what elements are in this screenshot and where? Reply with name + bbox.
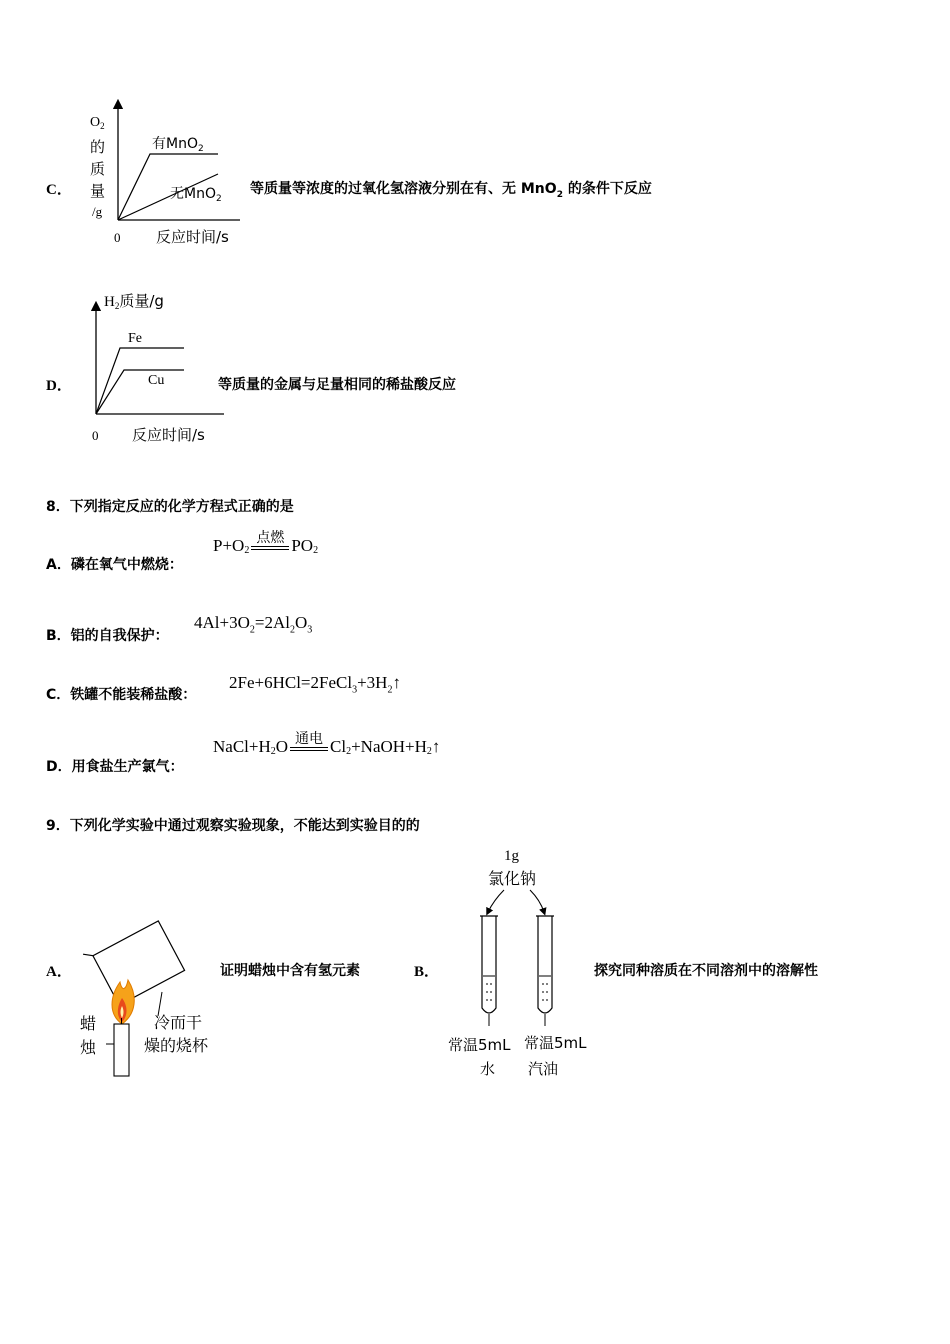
legend-with-mno2: 有MnO$_2$ bbox=[152, 136, 204, 154]
candle-icon bbox=[114, 1024, 129, 1076]
q8-option-b-label: B．铝的自我保护： bbox=[46, 628, 169, 644]
q9-option-a-label: A． bbox=[46, 964, 72, 980]
tube2-label-1: 常温5mL bbox=[524, 1034, 587, 1052]
q7-option-d-desc: 等质量的金属与足量相同的稀盐酸反应 bbox=[218, 377, 456, 393]
q7-option-d-label: D． bbox=[46, 378, 72, 394]
tube1-label-1: 常温5mL bbox=[448, 1036, 511, 1054]
test-tube-gasoline-icon bbox=[536, 916, 554, 1026]
q7-option-c-label: C． bbox=[46, 182, 72, 198]
beaker-label-1: 冷而干 bbox=[154, 1013, 203, 1032]
candle-label-1: 蜡 bbox=[80, 1014, 97, 1033]
y-label-unit: /g bbox=[92, 204, 103, 219]
q9-option-a-desc: 证明蜡烛中含有氢元素 bbox=[220, 963, 360, 979]
legend-fe: Fe bbox=[128, 331, 142, 346]
beaker-label-2: 燥的烧杯 bbox=[144, 1036, 209, 1055]
condition-ignite: 点燃 bbox=[256, 530, 285, 546]
x-label: 反应时间/s bbox=[156, 228, 229, 246]
tube1-label-2: 水 bbox=[480, 1060, 496, 1078]
legend-without-mno2: 无MnO$_2$ bbox=[170, 186, 222, 204]
x-label: 反应时间/s bbox=[132, 426, 205, 444]
y-label-o2: $O_2$ bbox=[90, 115, 105, 131]
y-label-liang: 量 bbox=[90, 182, 106, 200]
q8-option-a-label: A．磷在氧气中燃烧： bbox=[46, 557, 183, 573]
solute-mass: 1g bbox=[504, 848, 519, 864]
q9-stem: 9．下列化学实验中通过观察实验现象，不能达到实验目的的 bbox=[46, 818, 420, 834]
q7-option-d-graph bbox=[84, 286, 234, 450]
y-label: $H_2$质量/g bbox=[104, 292, 164, 311]
solute-name: 氯化钠 bbox=[488, 869, 537, 888]
q8-option-c-label: C．铁罐不能装稀盐酸： bbox=[46, 687, 197, 703]
q9-option-b-figure bbox=[444, 842, 594, 1082]
q8-stem: 8．下列指定反应的化学方程式正确的是 bbox=[46, 499, 294, 515]
condition-electrolysis: 通电 bbox=[295, 731, 324, 747]
q7-option-c-desc: 等质量等浓度的过氧化氢溶液分别在有、无 MnO$_2$ 的条件下反应 bbox=[250, 181, 652, 200]
legend-cu: Cu bbox=[148, 373, 165, 388]
line-fe bbox=[96, 348, 184, 414]
q8-option-b-equation: $4Al+3O_2=2Al_2O_3$ bbox=[194, 613, 313, 636]
q8-option-d-equation: NaCl+H $_2$ O 通电 Cl $_2$ +NaOH+H $_2$ ↑ bbox=[213, 731, 441, 757]
q8-option-d-label: D．用食盐生产氯气： bbox=[46, 759, 184, 775]
q9-option-a-figure bbox=[78, 918, 223, 1080]
origin-label: 0 bbox=[92, 428, 99, 443]
y-label-zhi: 质 bbox=[90, 160, 106, 178]
q8-option-a-equation: P+O $_2$ 点燃 PO $_2$ bbox=[213, 530, 319, 556]
q9-option-b-label: B． bbox=[414, 964, 440, 980]
y-label-de: 的 bbox=[90, 138, 106, 156]
test-tube-water-icon bbox=[480, 916, 498, 1026]
tube2-label-2: 汽油 bbox=[528, 1060, 559, 1078]
q9-option-b-desc: 探究同种溶质在不同溶剂中的溶解性 bbox=[594, 963, 818, 979]
origin-label: 0 bbox=[114, 230, 121, 245]
candle-label-2: 烛 bbox=[80, 1038, 97, 1057]
q7-option-c-graph bbox=[78, 98, 248, 250]
q8-option-c-equation: $2Fe+6HCl=2FeCl_3+3H_2↑$ bbox=[229, 673, 401, 696]
